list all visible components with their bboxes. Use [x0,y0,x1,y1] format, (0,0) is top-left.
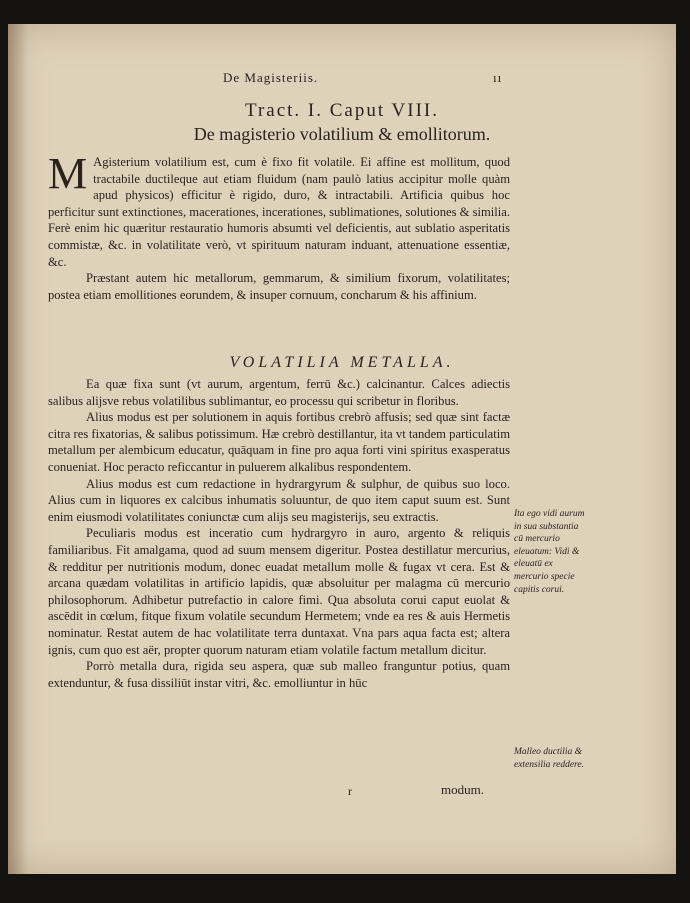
section-paragraph-1: Ea quæ fixa sunt (vt aurum, argentum, ferrū &c.) calcinantur. Calces adiectis salibus alijsve rebus volatilibus sublimantur, eo processu qui scribetur in floribus. [48,377,510,408]
page-number: ıı [493,70,503,85]
section-paragraph-2: Alius modus est per solutionem in aquis fortibus crebrò affusis; sed quæ sint factæ citra res fixatorias, & salibus potissimum. Hæ crebrò destillantur, ita vt tandem particulatim metallum per alembicum educatur, quāquam in fine pro aqua forti vini spiritus exasperatus conueniat. Hoc peracto reficcantur in puluerem alkalibus respondentem. [48,410,510,474]
chapter-heading: Tract. I. Caput VIII. [245,100,439,121]
margin-note-1: Ita ego vidi aurum in sua substantia cū mercurio eleuatum: Vidi & eleuatū ex mercurio specie capitis corui. [514,509,585,595]
intro-paragraph-1: Agisterium volatilium est, cum è fixo fit volatile. Ei affine est mollitum, quod tractabile ductileque aut etiam fluidum (nam paulò latius accipitur molle quàm apud physicos) efficitur è rigido, duro, & intractabili. Artificia quibus hoc perficitur sunt extinctiones, macerationes, incerationes, sublimationes, solutiones & similia. Ferè enim hic quæritur restauratio humoris absumti vel deficientis, aut sublatio asperitatis commistæ, &c. in volatilitate verò, vt spirituum naturam induant, attenuatione essentiæ, &c. [48,155,511,269]
running-head-title: De Magisteriis. [223,70,319,85]
signature-mark: r [348,784,352,798]
margin-note-2: Malleo ductilia & extensilia reddere. [514,747,584,770]
section-text [48,376,510,691]
drop-cap: M [48,149,88,198]
section-heading: VOLATILIA METALLA. [229,354,455,371]
catchword: modum. [441,782,484,797]
section-paragraph-5: Porrò metalla dura, rigida seu aspera, quæ sub malleo franguntur potius, quam extenduntur, & fusa dissiliūt instar vitri, &c. emolliuntur in hūc [48,659,510,690]
chapter-subheading: De magisterio volatilium & emollitorum. [193,124,491,144]
intro-paragraph-2: Præstant autem hic metallorum, gemmarum, & similium fixorum, volatilitates; postea etiam emollitiones eorundem, & insuper cornuum, concharum & his affinium. [48,271,510,302]
section-paragraph-4: Peculiaris modus est inceratio cum hydrargyro in auro, argento & reliquis familiaribus. Fit amalgama, quod ad suum mensem digeritur. Postea destillatur mercurius, & redditur per nutritionis modum, donec euadat metallum molle & fugax vt cera. Est & arcana quædam volatilitas in artificio lapidis, quæ absoluitur per malagma cū mercurio philosophorum. Adhibetur putrefactio in calore fimi. Qua absoluta corui caput euolat & ascēdit in cœlum, fitque fixum volatile secundum Hermetem; vnde ea res & auis Hermetis nominatur. Restat autem de hac volatilitate terra duntaxat. Vna pars aqua facta est; altera ignis, cum quo est aër, propter quorum naturam etiam volatile factum metallum dicitur. [48,526,510,657]
intro-text [48,149,511,303]
section-paragraph-3: Alius modus est cum redactione in hydrargyrum & sulphur, de quibus suo loco. Alius cum in liquores ex calcibus inhumatis soluuntur, de quo item caput suum est. Sunt enim eiusmodi volatilitates coniunctæ cum alijs seu magisterijs, seu extractis. [48,476,510,524]
book-page [8,24,676,874]
